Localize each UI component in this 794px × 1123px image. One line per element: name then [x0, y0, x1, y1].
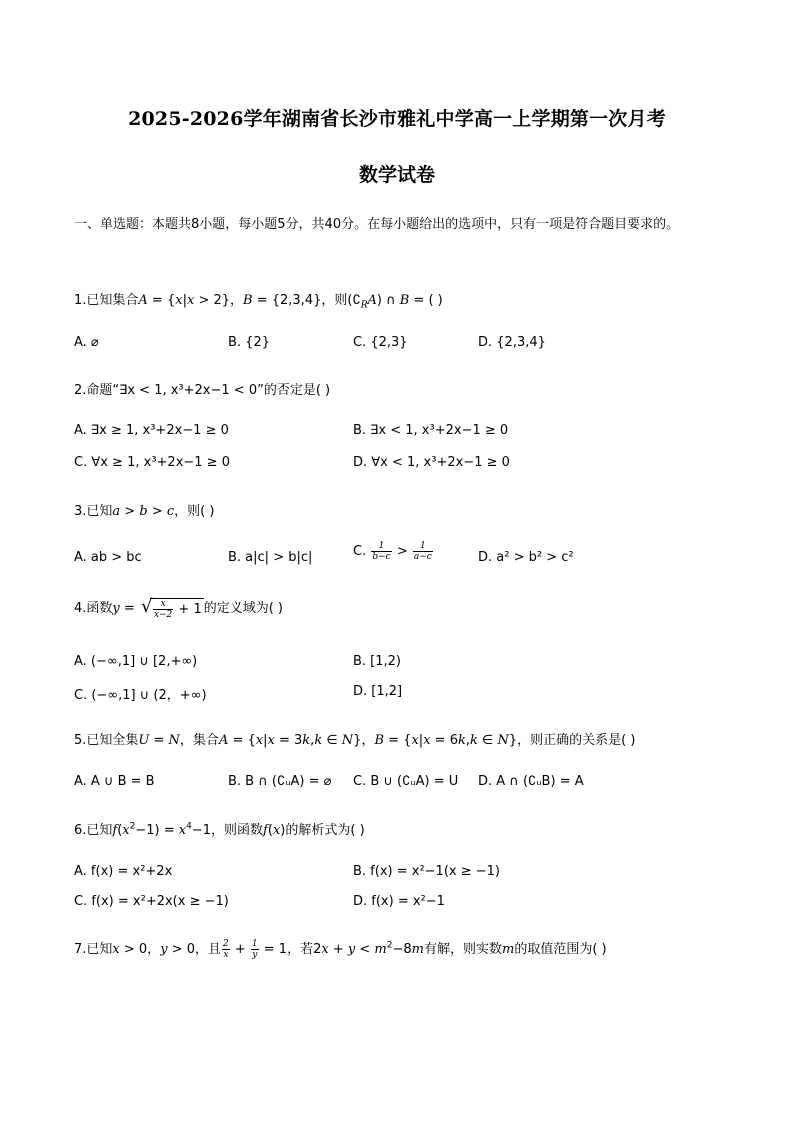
question-2-option-b[interactable]: B. ∃x < 1, x³+2x−1 ≥ 0 — [353, 423, 509, 438]
question-2-option-c[interactable]: C. ∀x ≥ 1, x³+2x−1 ≥ 0 — [74, 455, 230, 470]
question-1-text-b: ，则 — [321, 293, 348, 308]
question-2-option-d[interactable]: D. ∀x < 1, x³+2x−1 ≥ 0 — [353, 455, 510, 470]
question-6-option-b[interactable]: B. f(x) = x²−1(x ≥ −1) — [353, 864, 500, 879]
question-2-option-a[interactable]: A. ∃x ≥ 1, x³+2x−1 ≥ 0 — [74, 423, 229, 438]
question-5-option-c[interactable]: C. B ∪ (∁ᵤA) = U — [353, 774, 459, 789]
question-5-option-d[interactable]: D. A ∩ (∁ᵤB) = A — [478, 774, 584, 789]
question-1-text-c: = ( ) — [413, 293, 443, 308]
question-6-text-b: ，则函数 — [211, 823, 264, 838]
question-1-option-c[interactable]: C. {2,3} — [353, 335, 408, 350]
question-5: 5.已知全集U = N，集合A = {x|x = 3k,k ∈ N}，B = {x|x = 6k,k ∈ N}，则正确的关系是( ) — [74, 733, 636, 748]
question-7-text-a: 7.已知 — [74, 942, 113, 957]
question-6-text-a: 6.已知 — [74, 823, 113, 838]
question-3-option-a[interactable]: A. ab > bc — [74, 550, 142, 565]
section-heading: 一、单选题：本题共8小题，每小题5分，共40分。在每小题给出的选项中，只有一项是符合题目要求的。 — [74, 217, 680, 232]
question-4-option-c[interactable]: C. (−∞,1] ∪ (2，+∞) — [74, 688, 207, 703]
question-3-option-c[interactable]: C. $\frac{1}{b-c}$ > $\frac{1}{a-c}$ — [353, 541, 432, 562]
question-4-option-a[interactable]: A. (−∞,1] ∪ [2,+∞) — [74, 654, 198, 669]
question-4-option-b[interactable]: B. [1,2) — [353, 654, 402, 669]
question-6: 6.已知$f(x^2-1) = x^4-1$，则函数f(x)的解析式为( ) — [74, 821, 365, 838]
question-5-text-b: ，集合 — [179, 733, 219, 748]
question-5-option-b[interactable]: B. B ∩ (∁ᵤA) = ⌀ — [228, 774, 332, 789]
question-3-text-a: 3.已知 — [74, 504, 113, 519]
question-7: 7.已知x > 0，y > 0，且 $\frac{2}{x}$ + $\frac{1}{y}$ = 1，若$2x + y < m^2-8m$有解，则实数m的取值范围为( ) — [74, 939, 607, 960]
question-6-option-a[interactable]: A. f(x) = x²+2x — [74, 864, 173, 879]
question-5-option-a[interactable]: A. A ∪ B = B — [74, 774, 155, 789]
question-7-text-d: 有解，则实数 — [423, 942, 502, 957]
exam-title: 2025-2026学年湖南省长沙市雅礼中学高一上学期第一次月考 — [128, 108, 666, 130]
exam-subtitle: 数学试卷 — [358, 164, 435, 186]
question-7-text-b: ，且 — [194, 942, 221, 957]
question-1-option-d[interactable]: D. {2,3,4} — [478, 335, 546, 350]
question-5-text-a: 5.已知全集 — [74, 733, 139, 748]
question-3-option-b[interactable]: B. a|c| > b|c| — [228, 550, 313, 565]
question-4-option-d[interactable]: D. [1,2] — [353, 684, 403, 699]
question-3-option-d[interactable]: D. a² > b² > c² — [478, 550, 574, 565]
question-6-option-d[interactable]: D. f(x) = x²−1 — [353, 894, 445, 909]
question-7-text-e: 的取值范围为( ) — [514, 942, 607, 957]
question-4: 4.函数y = √ $\frac{x}{x-2}$ + 1 的定义域为( ) — [74, 595, 283, 620]
question-1-option-b[interactable]: B. {2} — [228, 335, 270, 350]
question-7-text-c: ，若 — [287, 942, 314, 957]
question-2: 2.命题“∃x < 1, x³+2x−1 < 0”的否定是( ) — [74, 383, 331, 398]
question-1: 1.已知集合A = {x|x > 2}，B = {2,3,4}，则$(∁_RA)$ ∩ B = ( ) — [74, 293, 443, 311]
question-5-text-c: ，则正确的关系是( ) — [517, 733, 636, 748]
question-1-text-a: 1.已知集合 — [74, 293, 139, 308]
question-6-text-c: 的解析式为( ) — [285, 823, 365, 838]
question-6-option-c[interactable]: C. f(x) = x²+2x(x ≥ −1) — [74, 894, 229, 909]
question-1-option-a[interactable]: A. ⌀ — [74, 335, 99, 350]
question-3-text-b: ，则( ) — [174, 504, 215, 519]
question-4-text-b: 的定义域为( ) — [203, 601, 283, 616]
question-3-option-c-label: C. — [353, 544, 367, 559]
question-4-text-a: 4.函数 — [74, 601, 113, 616]
question-3: 3.已知a > b > c，则( ) — [74, 504, 215, 519]
